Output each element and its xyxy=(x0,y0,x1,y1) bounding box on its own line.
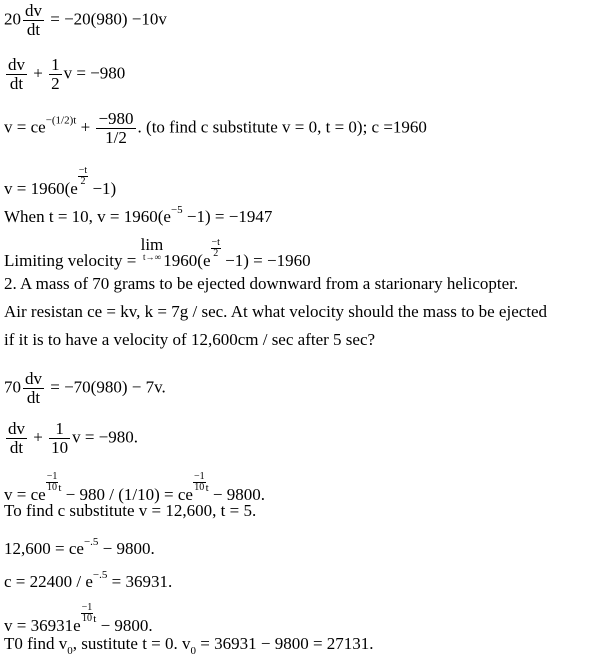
fraction-numerator: dv xyxy=(25,1,42,20)
equation-mid: − 980 / (1/10) = ce xyxy=(61,485,193,504)
exponent-variable: t xyxy=(205,482,209,494)
equation-rhs: −1) = −1947 xyxy=(182,207,273,226)
derivative-fraction xyxy=(6,56,27,93)
exponent: −.5 xyxy=(83,536,99,548)
equation-line-1 xyxy=(4,2,167,39)
particular-fraction xyxy=(96,110,135,147)
fraction-numerator: −t xyxy=(211,237,220,248)
fraction-denominator: 10 xyxy=(194,482,205,493)
subscript: 0 xyxy=(190,645,197,657)
equation-rhs: = 36931 − 9800 = 27131. xyxy=(196,634,374,653)
subscript: 0 xyxy=(67,645,73,657)
coefficient-fraction xyxy=(49,420,70,457)
equation-rhs: − 9800. xyxy=(96,616,153,635)
derivative-fraction xyxy=(23,2,44,39)
equation-rhs: − 9800. xyxy=(208,485,265,504)
equation-line-15 xyxy=(4,565,172,592)
plus-sign: + xyxy=(76,117,95,137)
coefficient-fraction xyxy=(49,56,62,93)
fraction-numerator: −1 xyxy=(193,471,205,482)
equation-rhs: v = −980. xyxy=(72,427,139,447)
equation-line-2 xyxy=(4,56,125,93)
exponent: −5 xyxy=(170,204,183,216)
fraction-numerator: −980 xyxy=(98,109,134,128)
fraction-denominator: 10 xyxy=(51,438,69,457)
equation-lhs: v = ce xyxy=(4,485,46,504)
fraction-numerator: dv xyxy=(8,55,25,74)
equation-rhs: v = −980 xyxy=(63,63,126,83)
equation-rhs: − 9800. xyxy=(98,539,155,558)
equation-line-3 xyxy=(4,110,427,147)
exponent-fraction xyxy=(193,472,206,493)
equation-lhs: Limiting velocity = xyxy=(4,251,141,270)
equation-lhs: When t = 10, v = 1960(e xyxy=(4,207,171,226)
fraction-denominator: dt xyxy=(26,388,41,407)
fraction-denominator: dt xyxy=(9,438,24,457)
fraction-denominator: 1/2 xyxy=(105,128,127,147)
exponent-fraction xyxy=(81,602,97,625)
equation-line-17 xyxy=(4,634,374,661)
equation-mid: , sustitute t = 0. v xyxy=(72,634,191,653)
equation-rhs: = 36931. xyxy=(107,572,173,591)
exponent-variable: t xyxy=(93,613,97,625)
derivative-fraction xyxy=(6,420,27,457)
equation-line-6 xyxy=(4,235,311,271)
fraction-denominator: dt xyxy=(26,20,41,39)
plus-sign: + xyxy=(29,63,48,83)
fraction-numerator: −1 xyxy=(46,471,58,482)
fraction-numerator: 1 xyxy=(49,420,70,439)
problem-statement-line-1: 2. A mass of 70 grams to be ejected downward from a starionary helicopter. xyxy=(4,274,519,293)
equation-line-14 xyxy=(4,532,155,559)
fraction-denominator: 10 xyxy=(47,482,57,493)
equation-rhs: −1) xyxy=(88,179,117,198)
exponent-fraction xyxy=(46,471,62,494)
equation-lhs: v = 36931e xyxy=(4,616,81,635)
fraction-numerator: −1 xyxy=(81,602,93,613)
fraction-denominator: 2 xyxy=(51,74,60,93)
limit-word: lim xyxy=(140,235,164,254)
problem-statement-line-2: Air resistan ce = kv, k = 7g / sec. At what velocity should the mass to be ejected xyxy=(4,302,548,321)
plus-sign: + xyxy=(29,427,48,447)
fraction-denominator: 2 xyxy=(80,176,86,187)
equation-rhs: −1) = −1960 xyxy=(220,251,311,270)
equation-line-5 xyxy=(4,200,272,227)
exponent-variable: t xyxy=(58,482,62,494)
equation-lhs: 12,600 = ce xyxy=(4,539,84,558)
equation-line-16 xyxy=(4,603,153,636)
equation-lhs: v = 1960(e xyxy=(4,179,78,198)
equation-line-4 xyxy=(4,166,116,199)
coefficient: 70 xyxy=(4,377,21,397)
fraction-denominator: dt xyxy=(9,74,24,93)
fraction-numerator: 1 xyxy=(51,55,60,74)
exponent-fraction xyxy=(211,238,221,259)
fraction-numerator: dv xyxy=(25,369,42,388)
fraction-denominator: 2 xyxy=(213,248,219,259)
equation-line-11 xyxy=(4,420,138,457)
equation-mid: 1960(e xyxy=(163,251,211,270)
equation-line-10 xyxy=(4,370,166,407)
coefficient: 20 xyxy=(4,9,21,29)
equation-lhs: v = ce xyxy=(4,117,46,137)
limit-operator xyxy=(140,235,164,262)
exponent: −.5 xyxy=(92,569,108,581)
fraction-numerator: dv xyxy=(8,419,25,438)
equation-lhs: T0 find v xyxy=(4,634,68,653)
instruction-line: To find c substitute v = 12,600, t = 5. xyxy=(4,501,257,520)
equation-rhs: = −20(980) −10v xyxy=(46,9,167,29)
limit-subscript: t→∞ xyxy=(142,252,161,262)
fraction-denominator: 10 xyxy=(81,613,92,624)
problem-statement-line-3: if it is to have a velocity of 12,600cm / sec after 5 sec? xyxy=(4,330,376,349)
exponent: −(1/2)t xyxy=(45,114,77,127)
exponent-fraction xyxy=(78,166,88,187)
equation-note: . (to find c substitute v = 0, t = 0); c =1960 xyxy=(137,117,427,137)
derivative-fraction xyxy=(23,370,44,407)
equation-rhs: = −70(980) − 7v. xyxy=(46,377,166,397)
equation-lhs: c = 22400 / e xyxy=(4,572,93,591)
fraction-numerator: −t xyxy=(78,165,88,176)
